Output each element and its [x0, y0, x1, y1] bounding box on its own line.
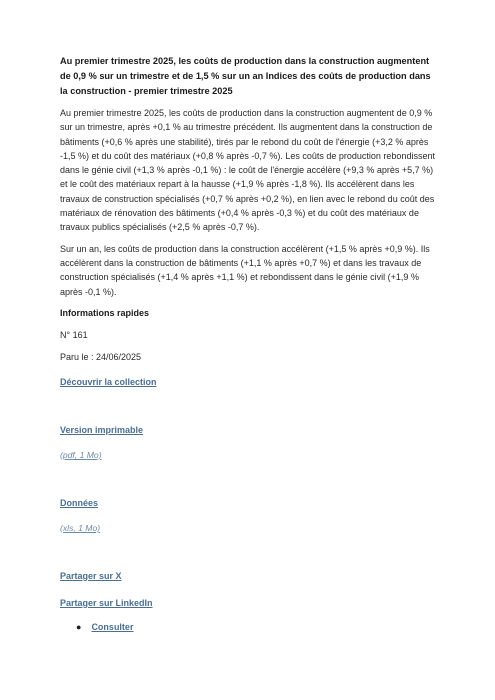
list-item	[76, 620, 437, 634]
page-title: Au premier trimestre 2025, les coûts de production dans la construction augmentent de 0,9 % sur un trimestre et de 1,5 % sur un an Indices des coûts de production dans la construction - premier trimestre 2025	[60, 56, 431, 96]
bullet-icon: ●	[76, 621, 82, 632]
collection-link[interactable]: Découvrir la collection	[60, 376, 157, 387]
summary-paragraph-year: Sur un an, les coûts de production dans la construction accélèrent (+1,5 % après +0,9 %). Ils accélèrent dans la construction de bâtiments (+1,1 % après +0,7 %) et dans les travaux de construction spécialisés (+1,4 % après +1,1 %) et rebondissent dans le génie civil (+1,9 % après -0,1 %).	[60, 243, 430, 297]
consult-link[interactable]: Consulter	[91, 621, 134, 632]
share-x-link[interactable]: Partager sur X	[60, 570, 122, 581]
publication-number: N° 161	[60, 329, 88, 340]
summary-paragraph-quarter: Au premier trimestre 2025, les coûts de production dans la construction augmentent de 0,9 % sur un trimestre, après +0,1 % au trimestre précédent. Ils augmentent dans la construction de bâtiments (+0,6 % après une stabilité), tirés par le rebond du coût de l'énergie (+3,2 % après -1,5 %) et du coût des matériaux (+0,8 % après -0,7 %). Les coûts de production rebondissent dans le génie civil (+1,3 % après -0,1 %) : le coût de l'énergie accélère (+9,3 % après +5,7 %) et le coût des matériaux repart à la hausse (+1,9 % après -1,8 %). Ils accélèrent dans les travaux de construction spécialisés (+0,7 % après +0,2 %), en lien avec le rebond du coût des matériaux de rénovation des bâtiments (+0,4 % après -0,3 %) et du coût des matériaux de travaux publics spécialisés (+2,5 % après -0,7 %).	[60, 108, 435, 233]
print-version-link[interactable]: Version imprimable	[60, 424, 144, 435]
print-version-detail-link[interactable]: (pdf, 1 Mo)	[60, 449, 102, 460]
share-linkedin-link[interactable]: Partager sur LinkedIn	[60, 597, 153, 608]
data-detail-link[interactable]: (xls, 1 Mo)	[60, 522, 101, 533]
publication-date: Paru le : 24/06/2025	[60, 351, 142, 362]
info-section-title: Informations rapides	[60, 307, 150, 318]
data-link[interactable]: Données	[60, 497, 99, 508]
